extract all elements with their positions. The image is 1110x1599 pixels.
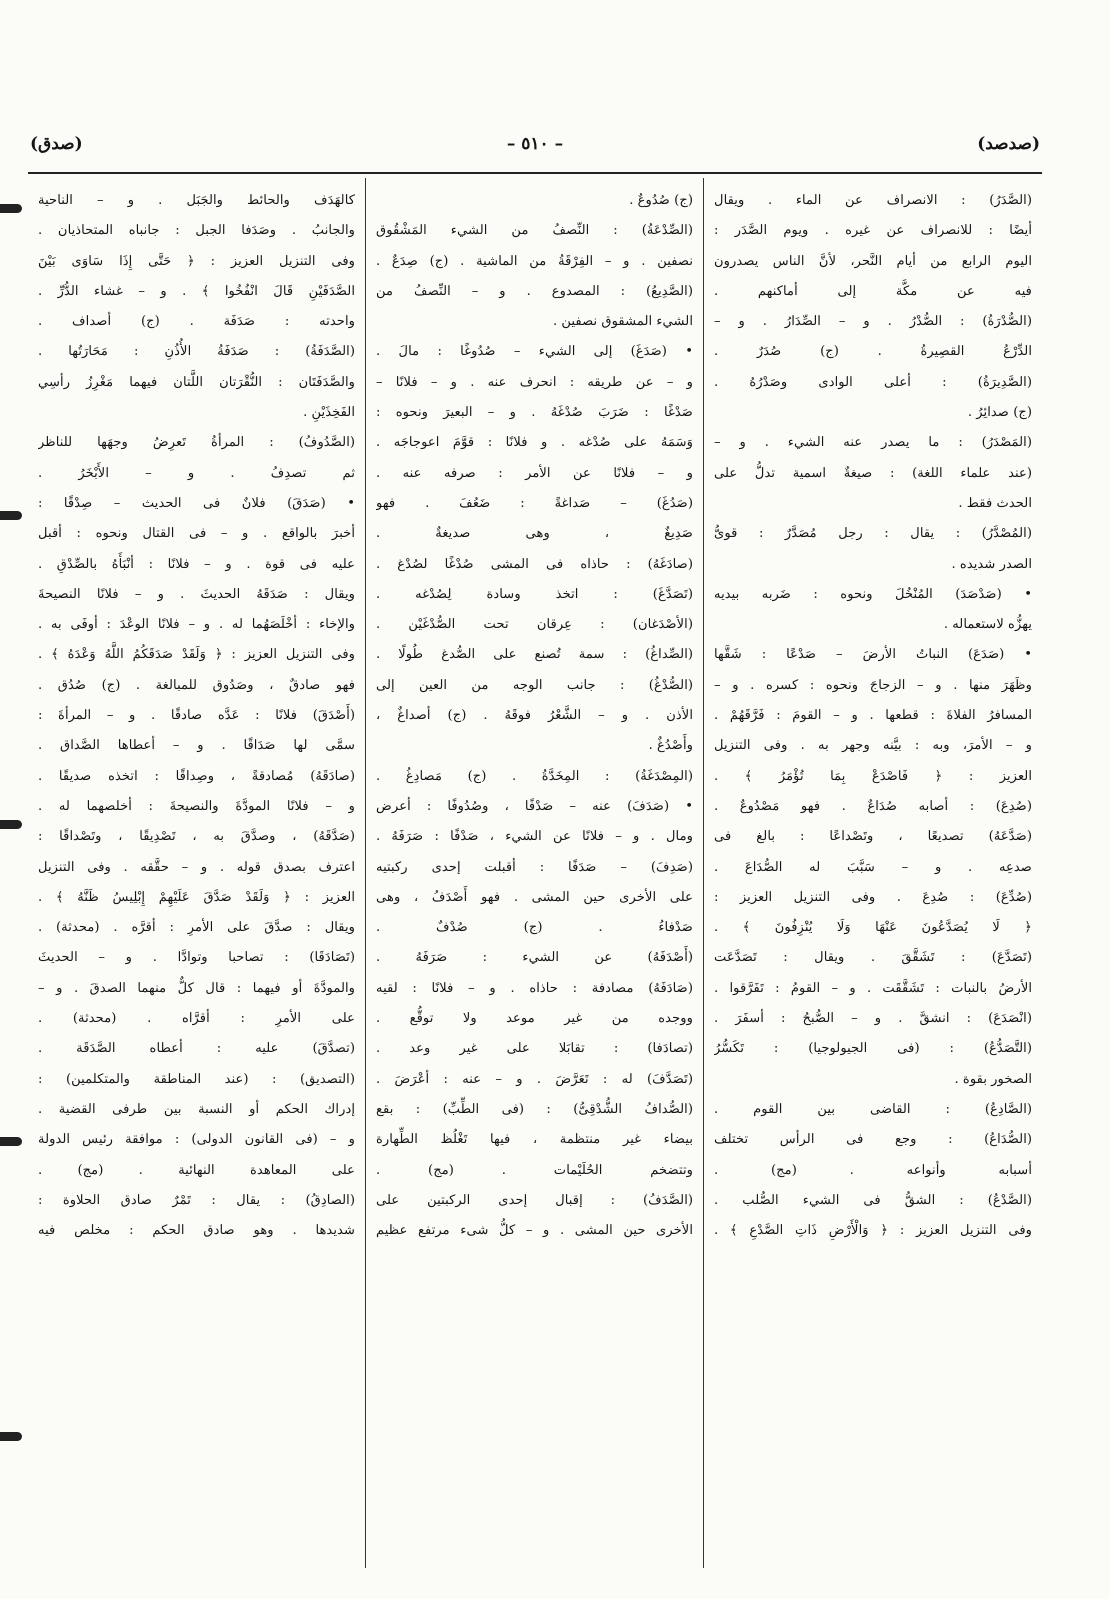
- text-line: (صُدِّعَ) : صُدِعَ . وفى التنزيل العزيز :: [714, 889, 1032, 905]
- text-line: نصفين . و – الفِرْقَةُ من الماشية . (ج) صِدَعٌ .: [376, 253, 693, 269]
- column-right: [704, 178, 1042, 1568]
- margin-mark: [0, 820, 22, 829]
- text-line: (ج) صدائِرُ .: [967, 405, 1032, 421]
- text-line: و – عن طريقه : انحرف عنه . و – فلانًا –: [376, 374, 693, 390]
- text-line: بيضاء غير منتظمة ، فيها تَغْلُظ الطِّهارة: [376, 1132, 693, 1148]
- text-line: ﴿ لَا يُصَدَّعُونَ عَنْهَا وَلَا يُنْزِفُونَ ﴾ .: [714, 920, 1032, 936]
- text-line: شديدها . وهو صادق الحكم : مخلص فيه: [38, 1223, 355, 1239]
- text-line: اعترف بصدق قوله . و – حقَّقه . وفى التنزيل: [38, 859, 355, 875]
- text-line: (المَصْدَرُ) : ما يصدر عنه الشيء . و –: [714, 435, 1032, 451]
- text-line: فهو صادقٌ ، وصَدُوق للمبالغة . (ج) صُدُق .: [38, 677, 355, 693]
- text-line: الدِّرْعُ القصِيرةُ . (ج) صُدَرٌ .: [714, 344, 1032, 360]
- text-line: أسبابه وأنواعه . (مج) .: [714, 1162, 1032, 1178]
- text-line: يهزُّه لاستعماله .: [943, 617, 1032, 633]
- text-line: (عند علماء اللغة) : صيغةٌ اسمية تدلُّ على: [714, 465, 1032, 481]
- margin-mark: [0, 1137, 22, 1146]
- text-line: • (صَدْصَدَ) المُنْخُلَ ونحوه : ضَربه بيديه: [714, 586, 1032, 602]
- text-line: (الصَّدَفَةُ) : صَدَفَةُ الأُذُنِ : مَحَارَتُها .: [38, 344, 355, 360]
- text-line: (الصِّداغُ) : سمة تُصنع على الصُّدغ طُولًا .: [376, 647, 693, 663]
- text-line: كالهَدَف والحائط والجَبَل . و – الناحية: [38, 193, 355, 208]
- text-line: وظَهَرَ منها . و – الزجاجَ ونحوه : كسره . و –: [714, 677, 1032, 693]
- text-line: (الصُّدْرَةُ) : الصُّدْرُ . و – الصِّدَارُ . و –: [714, 314, 1032, 330]
- text-line: الأذن . و – الشَّعْرُ فوقَهُ . (ج) أصداغٌ ،: [376, 708, 693, 724]
- text-line: و – فلانًا عن الأمر : صرفه عنه .: [376, 465, 693, 481]
- text-line: صَدْفاءُ . (ج) صُدْفٌ .: [376, 920, 693, 936]
- header-right-entry: (صدصد): [977, 134, 1040, 154]
- text-line: • (صَدَغَ) إلى الشيء – صُدُوغًا : مالَ .: [376, 344, 693, 360]
- text-line: (الصَّدِيرَةُ) : أعلى الوادى وصَدْرُهُ .: [714, 374, 1032, 390]
- text-line: والإخاء : أخْلَصَهُما له . و – فلانًا الوعْدَ : أوفَى به .: [38, 617, 355, 633]
- text-line: العزيز : ﴿ وَلَقَدْ صَدَّقَ عَلَيْهِمْ إِبْلِيسُ ظَنَّهُ ﴾ .: [38, 889, 355, 905]
- text-line: إدراك الحكم أو النسبة بين طرفى القضية .: [38, 1101, 355, 1117]
- text-line: الصدر شديده .: [951, 556, 1032, 572]
- text-line: (صَدِفَ) – صَدَفًا : أقبلت إحدى ركبتيه: [376, 859, 693, 875]
- text-line: (الصادِقُ) : يقال : تَمْرٌ صادق الحلاوة :: [38, 1192, 355, 1208]
- text-line: عليه فى قوة . و – فلانًا : أنْبَأَهُ بالصِّدْقِ .: [38, 556, 355, 572]
- text-line: ومال . و – فلانًا عن الشيء ، صَدْفًا : صَرَفَهُ .: [376, 829, 693, 845]
- page-number: – ٥١٠ –: [506, 134, 564, 154]
- text-line: اليوم الرابع من أيام النَّحر، لأنَّ الناس يصدرون: [714, 253, 1032, 269]
- column-middle: [366, 178, 704, 1568]
- text-line: ثم تصدِفُ . و – الأَبْخَرُ .: [38, 465, 355, 481]
- text-line: (تَصَدَّعَ) : تَشَقَّقَ . ويقال : تَصَدَّعَت: [714, 950, 1032, 966]
- text-line: (المِصْدَغَةُ) : المِخَدَّةُ . (ج) مَصادِغُ .: [376, 768, 693, 784]
- text-line: و – الأمرَ، وبه : بيَّنه وجهر به . وفى التنزيل: [714, 738, 1032, 754]
- margin-mark: [0, 204, 22, 213]
- dictionary-columns: [28, 178, 1042, 1568]
- header-rule: [28, 172, 1042, 174]
- text-line: (تصدَّقَ) عليه : أعطاه الصَّدَقَة .: [38, 1041, 355, 1057]
- header-left-entry: (صدق): [30, 134, 83, 154]
- text-line: (الصَّادِعُ) : القاضى بين القوم .: [714, 1101, 1032, 1117]
- text-line: (تَصَادَقَا) : تصاحبا وتوادَّا . و – الحديثَ: [38, 950, 355, 966]
- text-line: • (صَدَقَ) فلانٌ فى الحديث – صِدْقًا :: [38, 495, 355, 511]
- text-line: وفى التنزيل العزيز : ﴿ وَلَقَدْ صَدَقَكُمُ اللَّهُ وَعْدَهُ ﴾ .: [38, 647, 355, 663]
- margin-mark: [0, 511, 22, 520]
- text-line: (التَّصَدُّعُ) : (فى الجيولوجيا) : تَكَسُّرُ: [714, 1041, 1032, 1057]
- text-line: (صَدُغَ) – صَداغةً : ضَعُفَ . فهو: [376, 495, 693, 511]
- text-line: (أَصْدَفَهُ) عن الشيء : صَرَفَهُ .: [376, 950, 693, 966]
- text-line: الصَّدَفَيْنِ قَالَ انْفُخُوا ﴾ . و – غشاء الدُّرِّ .: [38, 283, 355, 299]
- page-header: [30, 128, 1040, 168]
- text-line: (صَدَّعَهُ) تصديعًا ، وتَصْداعًا : بالغ فى: [714, 829, 1032, 845]
- text-line: (الصِّدْعَةُ) : النِّصفُ من الشيء المَشْقُوق: [376, 223, 693, 239]
- text-line: سمَّى لها صَدَاقًا . و – أعطاها الصَّداق .: [38, 738, 355, 754]
- text-line: (الصَّدُوفُ) : المرأةُ تَعرِضُ وجهَها للناظر: [38, 435, 355, 451]
- margin-mark: [0, 1432, 22, 1441]
- text-line: (الأصْدَغان) : عِرقان تحت الصُّدْغَيْن .: [376, 617, 693, 633]
- text-line: (تَصَدَّفَ) له : تَعَرَّضَ . و – عنه : أعْرَضَ .: [376, 1071, 693, 1087]
- text-line: (الصَّدِيعُ) : المصدوع . و – النِّصفُ من: [376, 283, 693, 299]
- text-line: الفَخِذَيْنِ .: [303, 405, 355, 421]
- text-line: صدعِه . و – سَبَّبَ له الصُّدَاعَ .: [714, 859, 1032, 875]
- text-line: فيه عن مكَّة إلى أماكنهم .: [714, 283, 1032, 299]
- text-line: ويقال : صدَّقَ على الأمرِ : أقرَّه . (محدثة) .: [38, 920, 355, 936]
- text-line: (الصُّدافُ الشُّدْقِىُّ) : (فى الطِّبِّ) : بقع: [376, 1101, 693, 1117]
- text-line: الشيء المشقوق نصفين .: [553, 314, 693, 330]
- text-line: (الصَّدْعُ) : الشقُّ فى الشيء الصُّلب .: [714, 1192, 1032, 1208]
- text-line: (الصَّدَفُ) : إقبال إحدى الركبتين على: [376, 1192, 693, 1208]
- text-line: (صادَقَهُ) مُصادقةً ، وصِداقًا : اتخذه صديقًا .: [38, 768, 355, 784]
- text-line: (صَدَّقَهُ) ، وصدَّقَ به ، تَصْدِيقًا ، وتَصْداقًا :: [38, 829, 355, 845]
- text-line: واحدته : صَدَفَة . (ج) أصداف .: [38, 314, 355, 330]
- text-line: (تَصَدَّغَ) : اتخذ وسادة لِصُدْغه .: [376, 586, 693, 602]
- text-line: (الصُّدْغُ) : جانب الوجه من العين إلى: [376, 677, 693, 693]
- text-line: (تصادَفا) : تقابَلا على غير وعد .: [376, 1041, 693, 1057]
- text-line: • (صَدَعَ) النباتُ الأرضَ – صَدْعًا : شَقَّها: [714, 647, 1032, 663]
- text-line: (أَصْدَقَ) فلانًا : عَدَّه صادقًا . و – المرأةَ :: [38, 708, 355, 724]
- text-line: والمودَّةَ أو فيهما : قال كلٌّ منهما الصدقَ . و –: [38, 980, 355, 996]
- text-line: الصخور بقوة .: [954, 1071, 1032, 1087]
- text-line: وأَصْدُغٌ .: [648, 738, 693, 754]
- text-line: وَسَمَهُ على صُدْغه . و فلانًا : قوَّمَ اعوجاجَه .: [376, 435, 693, 451]
- text-line: وفى التنزيل العزيز : ﴿ حَتَّى إِذَا سَاوَى بَيْنَ: [38, 253, 355, 269]
- text-line: ويقال : صَدَقَهُ الحديثَ . و – فلانًا النصيحةَ: [38, 586, 355, 602]
- text-line: (ج) صُدُوعٌ .: [629, 193, 693, 208]
- text-line: وتتضخم الحُلَيْمات . (مج) .: [376, 1162, 693, 1178]
- text-line: (صَادَفَهُ) مصادفة : حاذاه . و – فلانًا : لقيه: [376, 980, 693, 996]
- text-line: الأخرى حين المشى . و – كلُّ شىء مرتفع عظيم: [376, 1223, 693, 1239]
- text-line: الحدث فقط .: [958, 495, 1032, 511]
- text-line: صَدِيغٌ ، وهى صديغةٌ .: [376, 526, 693, 542]
- text-line: ووجده من غير موعد ولا توقُّع .: [376, 1011, 693, 1027]
- text-line: العزيز : ﴿ فَاصْدَعْ بِمَا تُؤْمَرُ ﴾ .: [714, 768, 1032, 784]
- text-line: (صُدِعَ) : أصابه صُدَاعٌ . فهو مَصْدُوعٌ .: [714, 798, 1032, 814]
- text-line: على المعاهدة النهائية . (مج) .: [38, 1162, 355, 1178]
- text-line: • (صَدَفَ) عنه – صَدْفًا ، وصُدُوفًا : أعرض: [376, 798, 693, 814]
- text-line: (التصديق) : (عند المناطقة والمتكلمين) :: [38, 1071, 355, 1087]
- text-line: أخبرَ بالواقع . و – فى القتال ونحوه : أقبل: [38, 526, 355, 542]
- text-line: والجانبُ . وصَدَفا الجبل : جانباه المتحاذيان .: [38, 223, 355, 239]
- column-left: [28, 178, 366, 1568]
- text-line: و – (فى القانون الدولى) : موافقة رئيس الدولة: [38, 1132, 355, 1148]
- text-line: أيضًا : للانصراف عن غيره . ويوم الصَّدَر :: [714, 223, 1032, 239]
- text-line: الأرضُ بالنبات : تَشَقَّقَت . و – القومُ : تَفَرَّقوا .: [714, 980, 1032, 996]
- text-line: و – فلانًا المودَّةَ والنصيحةَ : أخلصهما له .: [38, 798, 355, 814]
- text-line: (الصَّدَرُ) : الانصراف عن الماء . ويقال: [714, 193, 1032, 208]
- text-line: (المُصْدَّرُ) : يقال : رجل مُصَدَّرٌ : قوىُّ: [714, 526, 1032, 542]
- text-line: (صادَغَهُ) : حاذاه فى المشى صُدْغًا لصُدْغ .: [376, 556, 693, 572]
- text-line: (الصُّدَاعُ) : وجع فى الرأس تختلف: [714, 1132, 1032, 1148]
- text-line: صَدْغًا : ضَرَبَ صُدْغَهُ . و – البعيرَ ونحوه :: [376, 405, 693, 421]
- text-line: (انْصَدَعَ) : انشقَّ . و – الصُّبحُ : أسفَرَ .: [714, 1011, 1032, 1027]
- text-line: وفى التنزيل العزيز : ﴿ وَالْأَرْضِ ذَاتِ الصَّدْعِ ﴾ .: [714, 1223, 1032, 1239]
- text-line: والصَّدَفَتَان : النُّقْرَتان اللَّتان فيهما مَغْرِزُ رأسِي: [38, 374, 355, 390]
- text-line: المسافرُ الفلاةَ : قطعها . و – القومَ : فَرَّقَهُمْ .: [714, 708, 1032, 724]
- text-line: على الأمرِ : أقرَّاه . (محدثة) .: [38, 1011, 355, 1027]
- text-line: على الأخرى حين المشى . فهو أَصْدَفُ ، وهى: [376, 889, 693, 905]
